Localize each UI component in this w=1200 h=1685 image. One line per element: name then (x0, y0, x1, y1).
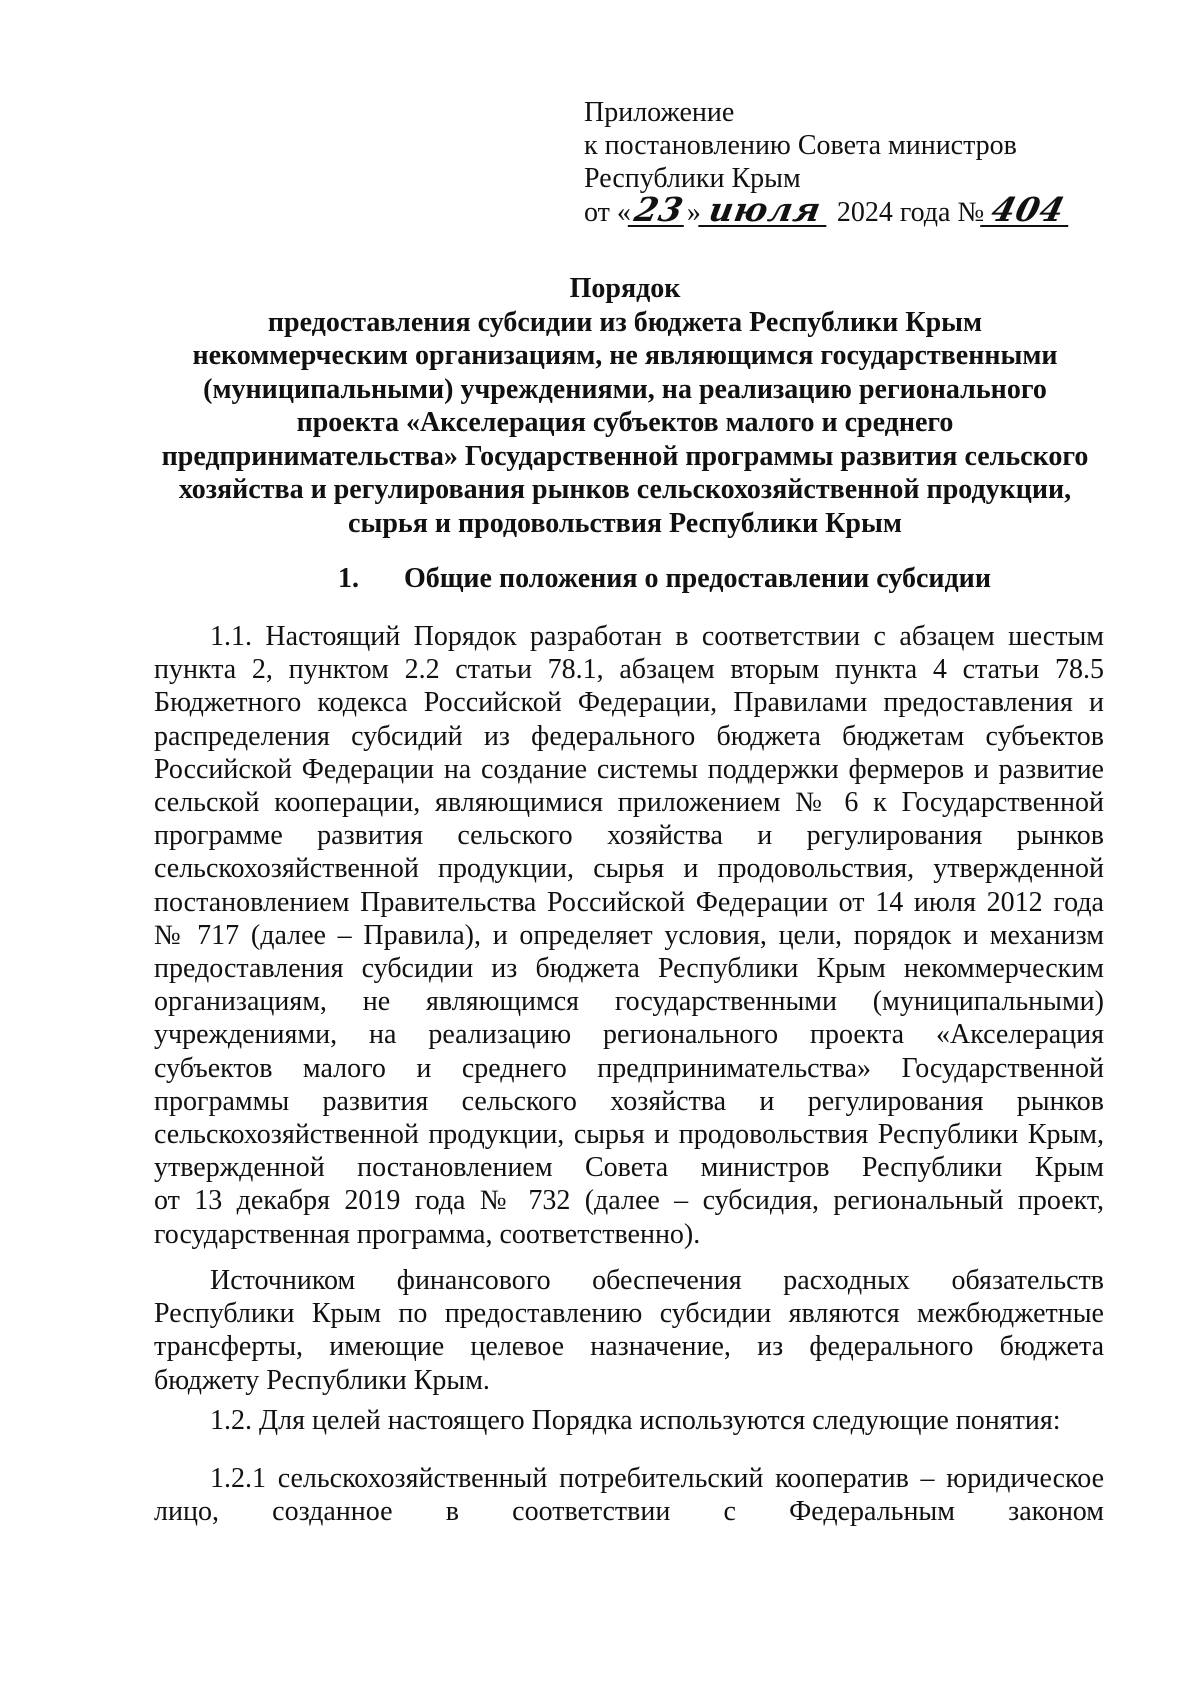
paragraph-line: 1.2.1 сельскохозяйственный потребительский кооператив – юридическое (210, 1463, 1104, 1494)
title-line: (муниципальными) учреждениями, на реализацию регионального (203, 373, 1047, 405)
title-line: Порядок (569, 273, 681, 304)
paragraph-line: программы развития сельского хозяйства и регулирования рынков (154, 1085, 1104, 1117)
paragraph-line: сельской кооперации, являющимися приложением № 6 к Государственной (154, 787, 1104, 819)
section-title: Общие положения о предоставлении субсидии (404, 563, 991, 594)
handwritten-number: 404 (980, 195, 1076, 227)
handwritten-day: 23 (627, 195, 690, 227)
title-line: хозяйства и регулирования рынков сельскохозяйственной продукции, (178, 474, 1072, 505)
paragraph-line: лицо, созданное в соответствии с Федеральным законом (154, 1496, 1104, 1528)
paragraph-line: субъектов малого и среднего предпринимательства» Государственной (154, 1052, 1104, 1084)
paragraph-line: 1.2. Для целей настоящего Порядка используются следующие понятия: (210, 1405, 1061, 1436)
paragraph-line: постановлением Правительства Российской Федерации от 14 июля 2012 года (154, 886, 1104, 918)
title-line: сырья и продовольствия Республики Крым (348, 507, 902, 539)
title-line: некоммерческим организациям, не являющимся государственными (192, 340, 1058, 371)
paragraph-line: бюджету Республики Крым. (154, 1364, 490, 1396)
paragraph-line: сельскохозяйственной продукции, сырья и продовольствия Республики Крым, (154, 1119, 1104, 1151)
paragraph-line: Российской Федерации на создание системы поддержки фермеров и развитие (154, 753, 1104, 785)
section-number: 1. (338, 563, 359, 594)
paragraph-line: учреждениями, на реализацию регионального проекта «Акселерация (154, 1019, 1104, 1051)
document-title (150, 272, 1100, 540)
paragraph-line: Бюджетного кодекса Российской Федерации, Правилами предоставления и (154, 687, 1104, 719)
paragraph-line: 1.1. Настоящий Порядок разработан в соответствии с абзацем шестым (210, 621, 1104, 652)
paragraph-1-2 (154, 1404, 1104, 1437)
appendix-label: Приложение (584, 97, 735, 128)
handwritten-month: июля (698, 195, 832, 227)
paragraph-line: программе развития сельского хозяйства и регулирования рынков (154, 820, 1104, 852)
appendix-authority: Республики Крым (584, 163, 801, 194)
paragraph-1-2-1 (154, 1462, 1104, 1528)
paragraph-funding-source (154, 1264, 1104, 1397)
title-line: предпринимательства» Государственной программы развития сельского (161, 440, 1089, 472)
paragraph-line: пункта 2, пунктом 2.2 статьи 78.1, абзацем вторым пункта 4 статьи 78.5 (154, 654, 1104, 686)
paragraph-line: государственная программа, соответственно). (154, 1218, 701, 1250)
date-mid: » (686, 197, 701, 228)
date-prefix: от « (584, 197, 631, 228)
appendix-date-line (584, 190, 1104, 229)
appendix-reference: к постановлению Совета министров (584, 130, 1017, 161)
paragraph-line: Источником финансового обеспечения расходных обязательств (210, 1265, 1104, 1296)
paragraph-line: распределения субсидий из федерального бюджета бюджетам субъектов (154, 720, 1104, 752)
appendix-block (584, 96, 1104, 229)
paragraph-line: трансферты, имеющие целевое назначение, из федерального бюджета (154, 1331, 1104, 1363)
paragraph-line: сельскохозяйственной продукции, сырья и продовольствия, утвержденной (154, 853, 1104, 885)
paragraph-line: № 717 (далее – Правила), и определяет условия, цели, порядок и механизм (154, 919, 1104, 951)
paragraph-line: утвержденной постановлением Совета министров Республики Крым (154, 1152, 1104, 1184)
section-heading (338, 562, 991, 595)
date-year: 2024 года № (836, 197, 985, 228)
title-line: проекта «Акселерация субъектов малого и среднего (296, 407, 954, 438)
title-line: предоставления субсидии из бюджета Республики Крым (267, 306, 983, 338)
paragraph-1-1 (154, 620, 1104, 1251)
paragraph-line: организациям, не являющимся государственными (муниципальными) (154, 986, 1104, 1018)
paragraph-line: Республики Крым по предоставлению субсидии являются межбюджетные (154, 1298, 1104, 1330)
paragraph-line: предоставления субсидии из бюджета Республики Крым некоммерческим (154, 953, 1104, 985)
paragraph-line: от 13 декабря 2019 года № 732 (далее – субсидия, региональный проект, (154, 1185, 1104, 1217)
